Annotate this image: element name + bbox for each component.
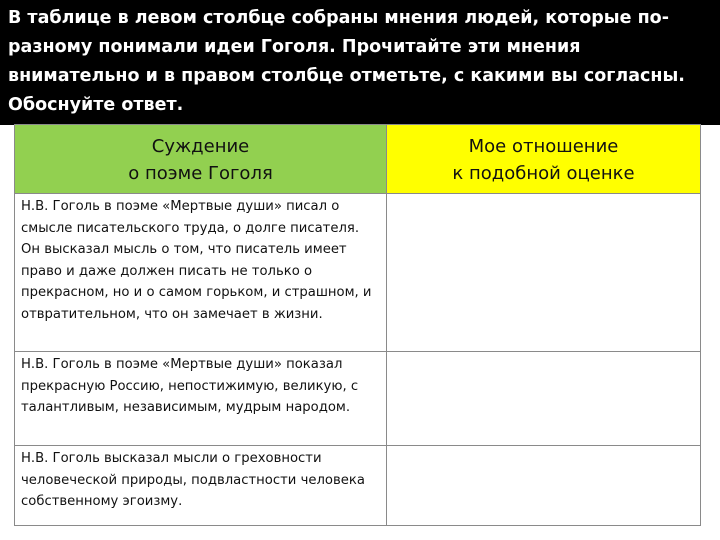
judgment-text: Н.В. Гоголь в поэме «Мертвые души» писал о смысле писательского труда, о долге писателя. Он высказал мысль о том, что писатель имеет право и даже должен писать не только о прекрасном, но и о самом горьком, и страшном, и отвратительном, что он замечает в жизни. [21,199,372,322]
attitude-answer-cell[interactable] [387,446,701,526]
judgment-cell [15,446,387,526]
attitude-text [387,446,700,450]
instruction-banner [0,0,720,125]
attitude-column-header [387,125,701,194]
judgment-table [14,124,701,526]
instruction-text: В таблице в левом столбце собраны мнения людей, которые по-разному понимали идеи Гоголя. Прочитайте эти мнения внимательно и в правом столбце отметьте, с какими вы согласны. Обоснуйте ответ. [8,8,685,115]
attitude-answer-cell[interactable] [387,194,701,352]
judgment-header-label: Суждение о поэме Гоголя [128,136,273,184]
table-row [15,446,701,526]
table-header-row [15,125,701,194]
table-row [15,194,701,352]
judgment-text: Н.В. Гоголь высказал мысли о греховности человеческой природы, подвластности человека собственному эгоизму. [21,451,365,509]
judgment-cell [15,194,387,352]
attitude-header-label: Мое отношение к подобной оценке [452,136,635,184]
judgment-column-header [15,125,387,194]
judgment-cell [15,352,387,446]
judgment-text: Н.В. Гоголь в поэме «Мертвые души» показал прекрасную Россию, непостижимую, великую, с талантливым, независимым, мудрым народом. [21,357,359,415]
attitude-text [387,352,700,356]
attitude-answer-cell[interactable] [387,352,701,446]
attitude-text [387,194,700,198]
table-row [15,352,701,446]
